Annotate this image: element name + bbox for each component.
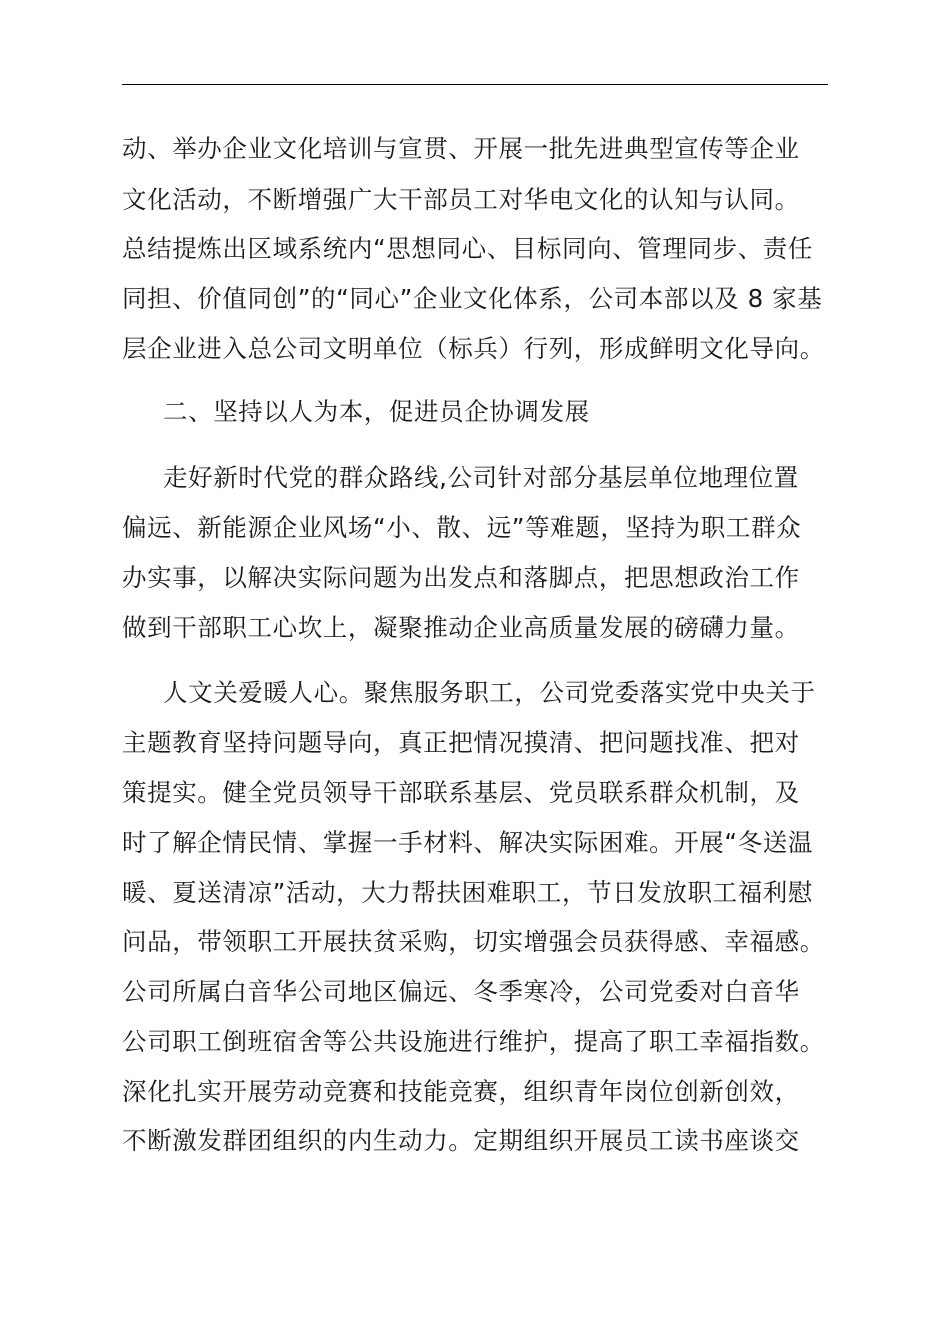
body-line: 办实事，以解决实际问题为出发点和落脚点，把思想政治工作 — [122, 563, 800, 592]
body-line: 公司职工倒班宿舍等公共设施进行维护，提高了职工幸福指数。 — [122, 1027, 825, 1056]
body-line: 文化活动，不断增强广大干部员工对华电文化的认知与认同。 — [122, 185, 800, 214]
body-line: 总结提炼出区域系统内“思想同心、目标同向、管理同步、责任 — [122, 234, 813, 263]
body-line: 不断激发群团组织的内生动力。定期组织开展员工读书座谈交 — [122, 1126, 800, 1155]
body-line: 暖、夏送清凉”活动，大力帮扶困难职工，节日发放职工福利慰 — [122, 878, 813, 907]
body-line: 人文关爱暖人心。聚焦服务职工，公司党委落实党中央关于 — [163, 678, 816, 707]
body-line: 走好新时代党的群众路线,公司针对部分基层单位地理位置 — [163, 463, 799, 492]
body-line: 偏远、新能源企业风场“小、散、远”等难题，坚持为职工群众 — [122, 513, 802, 542]
body-line: 公司所属白音华公司地区偏远、冬季寒冷，公司党委对白音华 — [122, 977, 800, 1006]
body-line: 策提实。健全党员领导干部联系基层、党员联系群众机制，及 — [122, 778, 800, 807]
body-line: 动、举办企业文化培训与宣贯、开展一批先进典型宣传等企业 — [122, 134, 800, 163]
body-line: 问品，带领职工开展扶贫采购，切实增强会员获得感、幸福感。 — [122, 927, 825, 956]
body-line: 层企业进入总公司文明单位（标兵）行列，形成鲜明文化导向。 — [122, 334, 825, 363]
body-line: 同担、价值同创”的“同心”企业文化体系，公司本部以及 8 家基 — [122, 284, 823, 313]
section-heading: 二、坚持以人为本，促进员企协调发展 — [163, 397, 590, 426]
body-line: 深化扎实开展劳动竞赛和技能竞赛，组织青年岗位创新创效， — [122, 1077, 800, 1106]
body-line: 做到干部职工心坎上，凝聚推动企业高质量发展的磅礴力量。 — [122, 613, 800, 642]
body-line: 时了解企情民情、掌握一手材料、解决实际困难。开展“冬送温 — [122, 828, 813, 857]
body-line: 主题教育坚持问题导向，真正把情况摸清、把问题找准、把对 — [122, 728, 800, 757]
header-rule — [122, 84, 828, 85]
